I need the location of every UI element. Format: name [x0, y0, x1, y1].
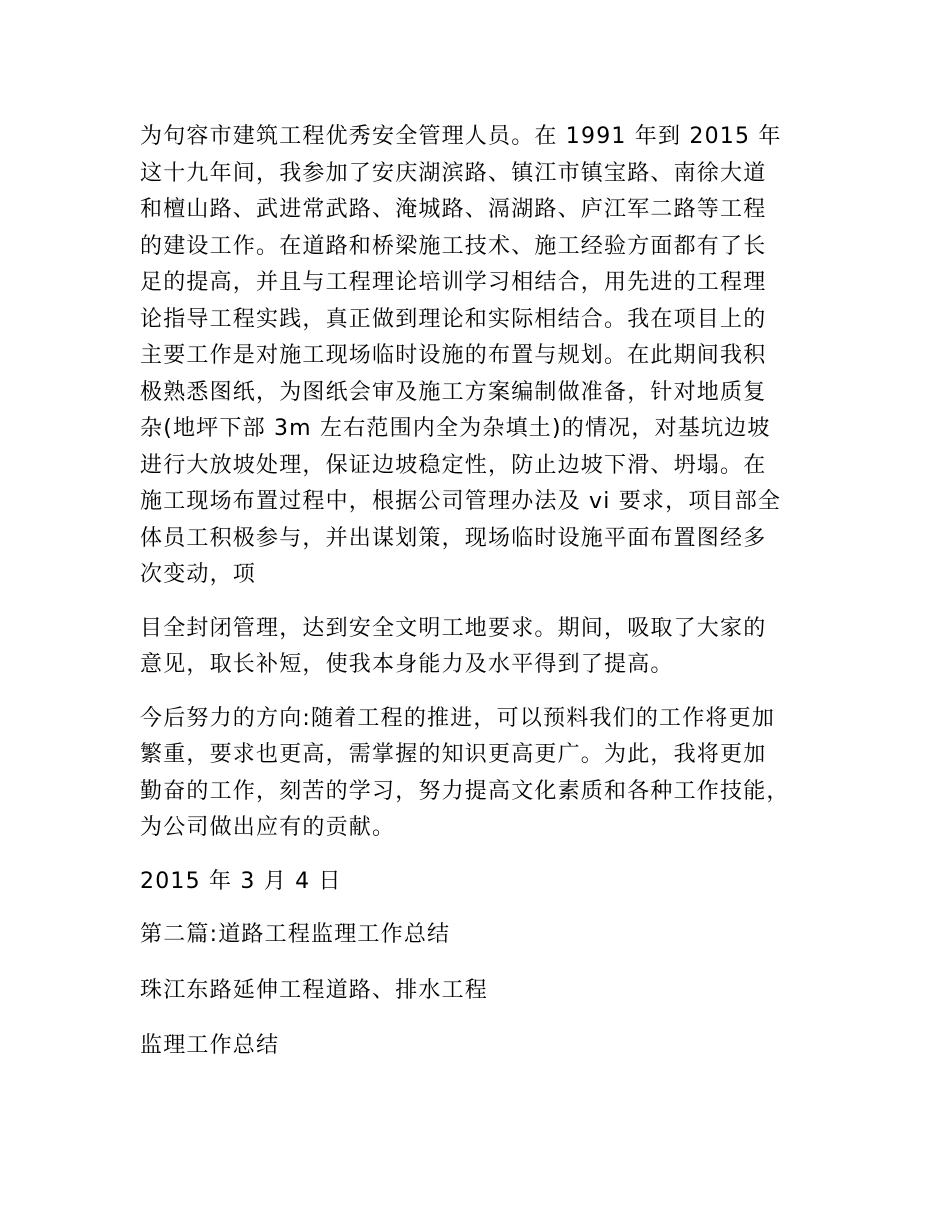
- text-line: 极熟悉图纸，为图纸会审及施工方案编制做准备，针对地质复: [140, 379, 767, 405]
- paragraph-site-management: [140, 611, 820, 684]
- paragraph-future-direction: [140, 701, 820, 847]
- text-line: 的建设工作。在道路和桥梁施工技术、施工经验方面都有了长: [140, 233, 767, 259]
- text-line: 杂(地坪下部 3m 左右范围内全为杂填土)的情况，对基坑边坡: [140, 416, 771, 441]
- chapter-title: 第二篇:道路工程监理工作总结: [140, 922, 451, 947]
- text-line: 为句容市建筑工程优秀安全管理人员。在 1991 年到 2015 年: [140, 124, 782, 149]
- text-line: 今后努力的方向:随着工程的推进，可以预料我们的工作将更加: [140, 705, 776, 731]
- text-line: 这十九年间，我参加了安庆湖滨路、镇江市镇宝路、南徐大道: [140, 160, 767, 186]
- project-name: 珠江东路延伸工程道路、排水工程: [140, 977, 489, 1003]
- text-line: 施工现场布置过程中，根据公司管理办法及 vi 要求，项目部全: [140, 489, 782, 514]
- document-body: [140, 119, 820, 1084]
- text-line: 目全封闭管理，达到安全文明工地要求。期间，吸取了大家的: [140, 615, 767, 641]
- text-line: 勤奋的工作，刻苦的学习，努力提高文化素质和各种工作技能，: [140, 778, 790, 804]
- text-line: 体员工积极参与，并出谋划策，现场临时设施平面布置图经多: [140, 525, 767, 551]
- text-line: 繁重，要求也更高，需掌握的知识更高更广。为此，我将更加: [140, 742, 767, 767]
- text-line: 和檀山路、武进常武路、淹城路、滆湖路、庐江军二路等工程: [140, 197, 767, 222]
- text-line: 进行大放坡处理，保证边坡稳定性，防止边坡下滑、坍塌。在: [140, 452, 767, 478]
- paragraph-work-experience: [140, 119, 820, 594]
- text-line: 为公司做出应有的贡献。: [140, 815, 396, 840]
- report-title: 监理工作总结: [140, 1033, 280, 1058]
- document-date: 2015 年 3 月 4 日: [140, 868, 342, 894]
- text-line: 论指导工程实践，真正做到理论和实际相结合。我在项目上的: [140, 306, 767, 332]
- text-line: 主要工作是对施工现场临时设施的布置与规划。在此期间我积: [140, 343, 767, 368]
- text-line: 意见，取长补短，使我本身能力及水平得到了提高。: [140, 652, 674, 677]
- text-line: 次变动，项: [140, 562, 257, 587]
- text-line: 足的提高，并且与工程理论培训学习相结合，用先进的工程理: [140, 270, 767, 295]
